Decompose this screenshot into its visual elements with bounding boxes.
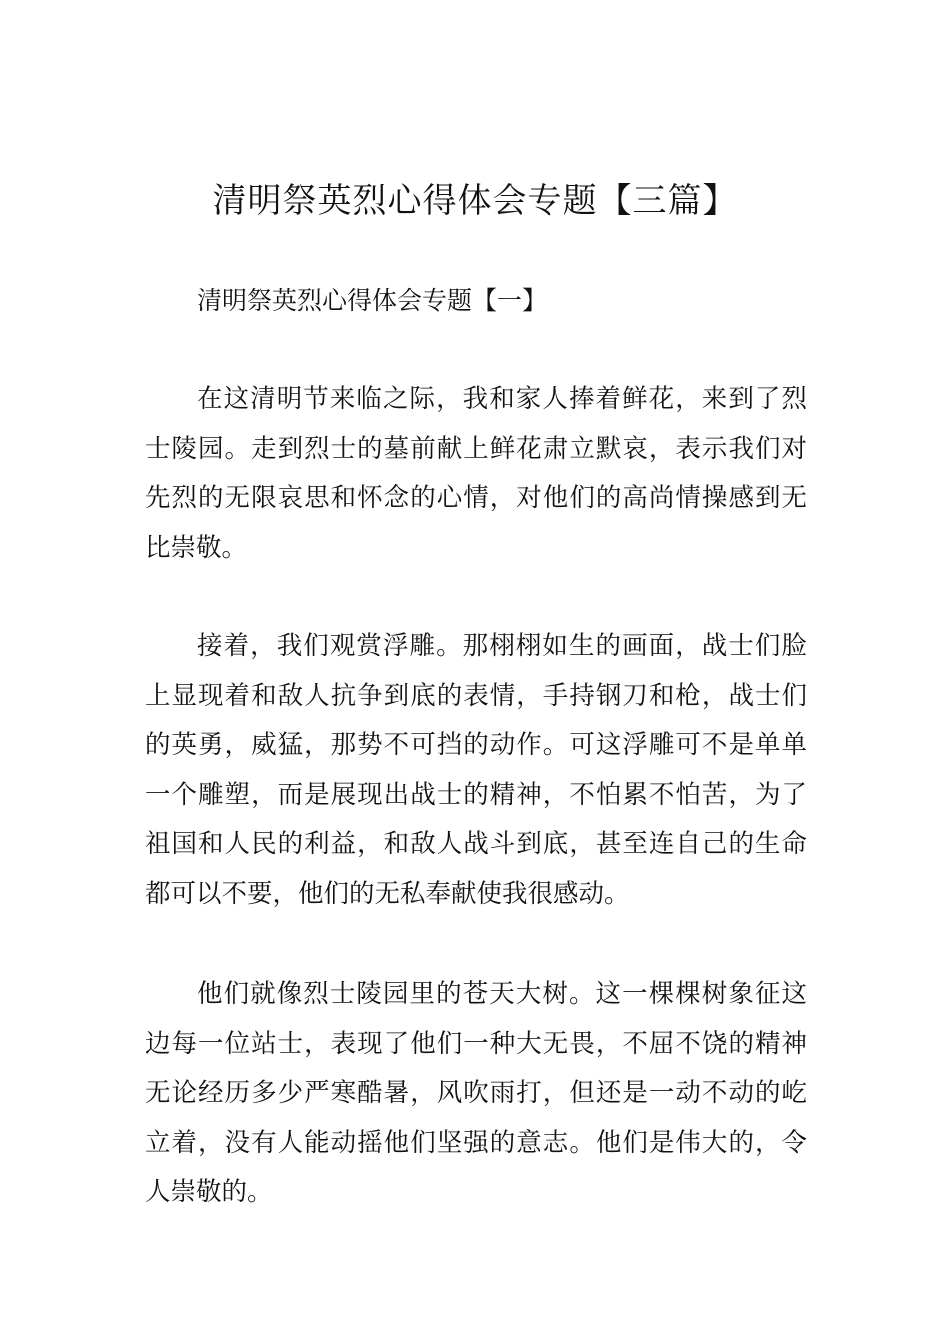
paragraph-3: 他们就像烈士陵园里的苍天大树。这一棵棵树象征这边每一位站士，表现了他们一种大无畏，不屈不饶的精神无论经历多少严寒酷暑，风吹雨打，但还是一动不动的屹立着，没有人能动摇他们坚强的意志。他们是伟大的，令人崇敬的。: [145, 979, 807, 1207]
paragraph-2: 接着，我们观赏浮雕。那栩栩如生的画面，战士们脸上显现着和敌人抗争到底的表情，手持钢刀和枪，战士们的英勇，威猛，那势不可挡的动作。可这浮雕可不是单单一个雕塑，而是展现出战士的精神，不怕累不怕苦，为了祖国和人民的利益，和敌人战斗到底，甚至连自己的生命都可以不要，他们的无私奉献使我很感动。: [145, 631, 807, 909]
section-heading: 清明祭英烈心得体会专题【一】: [197, 286, 548, 315]
page-title: 清明祭英烈心得体会专题【三篇】: [212, 181, 738, 221]
paragraph-1: 在这清明节来临之际，我和家人捧着鲜花，来到了烈士陵园。走到烈士的墓前献上鲜花肃立默哀，表示我们对先烈的无限哀思和怀念的心情，对他们的高尚情操感到无比崇敬。: [145, 384, 807, 563]
